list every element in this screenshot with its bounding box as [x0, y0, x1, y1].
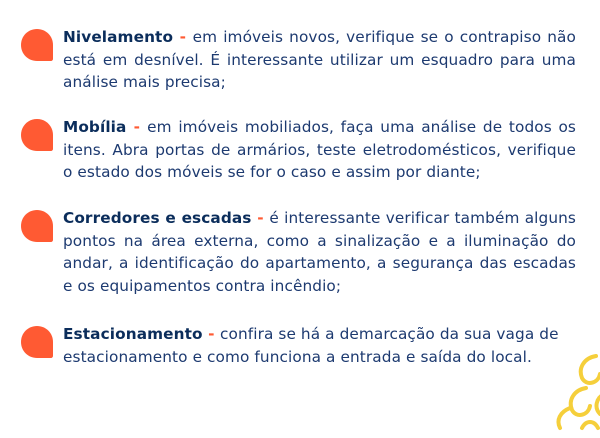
- list-item-text: [63, 116, 576, 184]
- speech-bubble-icon: [20, 209, 54, 243]
- speech-bubble-icon: [20, 28, 54, 62]
- item-term: Estacionamento: [63, 325, 203, 343]
- list-item-text: [63, 26, 576, 94]
- list-item-text: [63, 207, 576, 297]
- item-separator: -: [251, 209, 270, 227]
- item-description: em imóveis novos, verifique se o contrapiso não está em desnível. É interessante utilizar um esquadro para uma análise mais precisa;: [63, 28, 576, 91]
- item-term: Mobília: [63, 118, 127, 136]
- item-separator: -: [173, 28, 193, 46]
- item-term: Nivelamento: [63, 28, 174, 46]
- item-term: Corredores e escadas: [63, 209, 252, 227]
- item-separator: -: [126, 118, 148, 136]
- item-description: é interessante verificar também alguns pontos na área externa, como a sinalização e a iluminação do andar, a identificação do apartamento, a segurança das escadas e os equipamentos contra incêndio;: [63, 209, 576, 295]
- list-item-text: [63, 323, 576, 368]
- speech-bubble-icon: [20, 325, 54, 359]
- decorative-pattern: [526, 348, 600, 438]
- speech-bubble-icon: [20, 118, 54, 152]
- item-description: em imóveis mobiliados, faça uma análise de todos os itens. Abra portas de armários, teste eletrodomésticos, verifique o estado dos móveis se for o caso e assim por diante;: [63, 118, 576, 181]
- item-separator: -: [202, 325, 220, 343]
- item-description: confira se há a demarcação da sua vaga de estacionamento e como funciona a entrada e saída do local.: [63, 325, 559, 366]
